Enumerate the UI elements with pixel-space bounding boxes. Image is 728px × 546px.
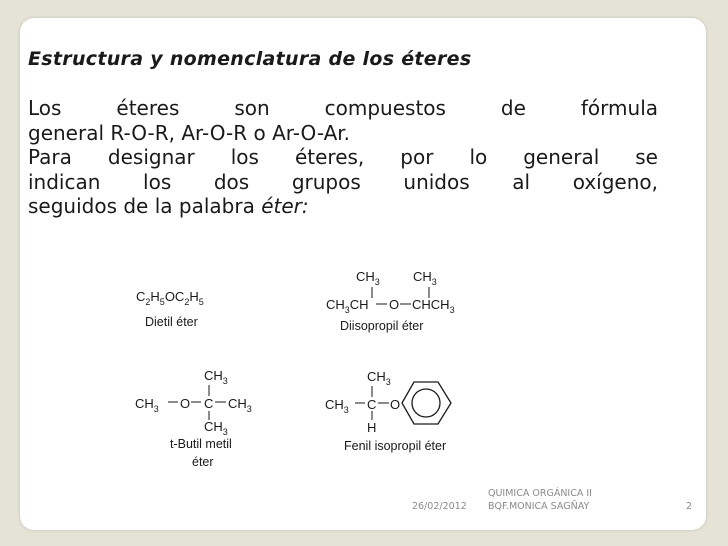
- paragraph-line-1: Los éteres son compuestos de fórmula: [28, 96, 658, 120]
- diisopropil-chain: $CH_3CH$: [326, 297, 369, 315]
- diisopropil-oxygen: O: [389, 297, 400, 312]
- tbutil-ch3-top: $CH_3$: [204, 368, 228, 386]
- dietil-name: Dietil éter: [145, 315, 198, 329]
- diisopropil-ch3-right: $CH_3$: [413, 269, 437, 287]
- paragraph-line-5-text: seguidos de la palabra: [28, 194, 262, 218]
- diisopropil-eter-structure: [326, 269, 455, 333]
- tbutil-metil-eter-structure: [135, 368, 252, 469]
- tbutil-name-line2: éter: [192, 455, 214, 469]
- fenil-carbon: C: [367, 397, 377, 412]
- tbutil-ch3-bottom: $CH_3$: [204, 419, 228, 437]
- fenil-ch3-left: $CH_3$: [325, 397, 349, 415]
- slide-title: Estructura y nomenclatura de los éteres: [28, 48, 472, 70]
- benzene-ring: [402, 382, 451, 424]
- dietil-eter-structure: [136, 289, 204, 329]
- footer-page-number: 2: [686, 501, 693, 512]
- tbutil-ch3-right: $CH_3$: [228, 396, 252, 414]
- diisopropil-name: Diisopropil éter: [340, 319, 424, 333]
- footer-course: QUIMICA ORGÁNICA II: [488, 488, 592, 499]
- benzene-ring-circle: [412, 389, 440, 417]
- tbutil-carbon: C: [204, 396, 214, 411]
- tbutil-oxygen: O: [180, 396, 191, 411]
- dietil-formula: $C_2H_5OC_2H_5$: [136, 289, 204, 307]
- paragraph-line-2: general R-O-R, Ar-O-R o Ar-O-Ar.: [28, 120, 351, 145]
- fenil-isopropil-eter-structure: [325, 369, 451, 453]
- diisopropil-right-chain: $CHCH_3$: [412, 297, 455, 315]
- fenil-name: Fenil isopropil éter: [344, 439, 447, 453]
- fenil-oxygen: O: [390, 397, 401, 412]
- fenil-ch3-top: $CH_3$: [367, 369, 391, 387]
- ether-word: éter:: [261, 194, 309, 218]
- footer-author: BQF.MONICA SAGÑAY: [488, 501, 590, 512]
- diisopropil-ch3-left: $CH_3$: [356, 269, 380, 287]
- paragraph-line-4: indican los dos grupos unidos al oxígeno,: [28, 169, 658, 194]
- fenil-hydrogen: H: [367, 420, 377, 435]
- tbutil-name-line1: t-Butil metil: [170, 437, 232, 451]
- tbutil-ch3-left: $CH_3$: [135, 396, 159, 414]
- paragraph-line-3: Para designar los éteres, por lo general se: [28, 145, 658, 169]
- footer-date: 26/02/2012: [412, 501, 467, 512]
